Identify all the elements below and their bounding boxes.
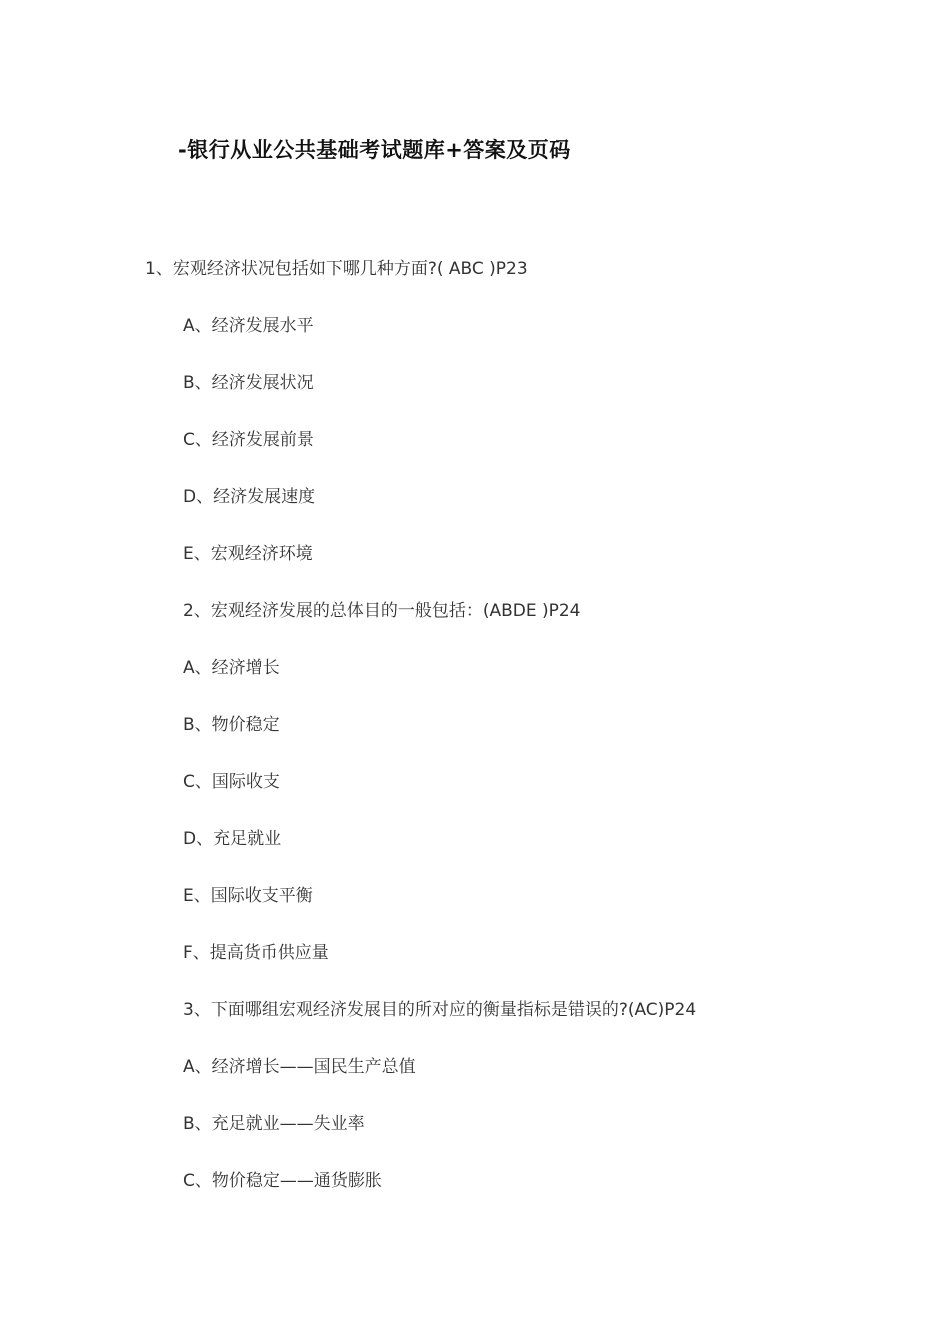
q2-option-e: E、国际收支平衡 xyxy=(183,886,313,906)
q3-option-c: C、物价稳定——通货膨胀 xyxy=(183,1171,382,1191)
q2-option-d: D、充足就业 xyxy=(183,829,282,849)
q3-option-b: B、充足就业——失业率 xyxy=(183,1114,365,1134)
question-3: 3、下面哪组宏观经济发展目的所对应的衡量指标是错误的?(AC)P24 xyxy=(183,1000,697,1020)
q2-option-c: C、国际收支 xyxy=(183,772,280,792)
q2-option-f: F、提高货币供应量 xyxy=(183,943,329,963)
q1-option-e: E、宏观经济环境 xyxy=(183,544,313,564)
q1-option-a: A、经济发展水平 xyxy=(183,316,314,336)
q1-option-c: C、经济发展前景 xyxy=(183,430,314,450)
q2-option-a: A、经济增长 xyxy=(183,658,280,678)
document-title: -银行从业公共基础考试题库+答案及页码 xyxy=(178,138,571,162)
q1-option-b: B、经济发展状况 xyxy=(183,373,314,393)
question-2: 2、宏观经济发展的总体目的一般包括：(ABDE )P24 xyxy=(183,601,581,621)
q3-option-a: A、经济增长——国民生产总值 xyxy=(183,1057,416,1077)
q1-option-d: D、经济发展速度 xyxy=(183,487,316,507)
q2-option-b: B、物价稳定 xyxy=(183,715,280,735)
question-1: 1、宏观经济状况包括如下哪几种方面?( ABC )P23 xyxy=(145,259,528,279)
